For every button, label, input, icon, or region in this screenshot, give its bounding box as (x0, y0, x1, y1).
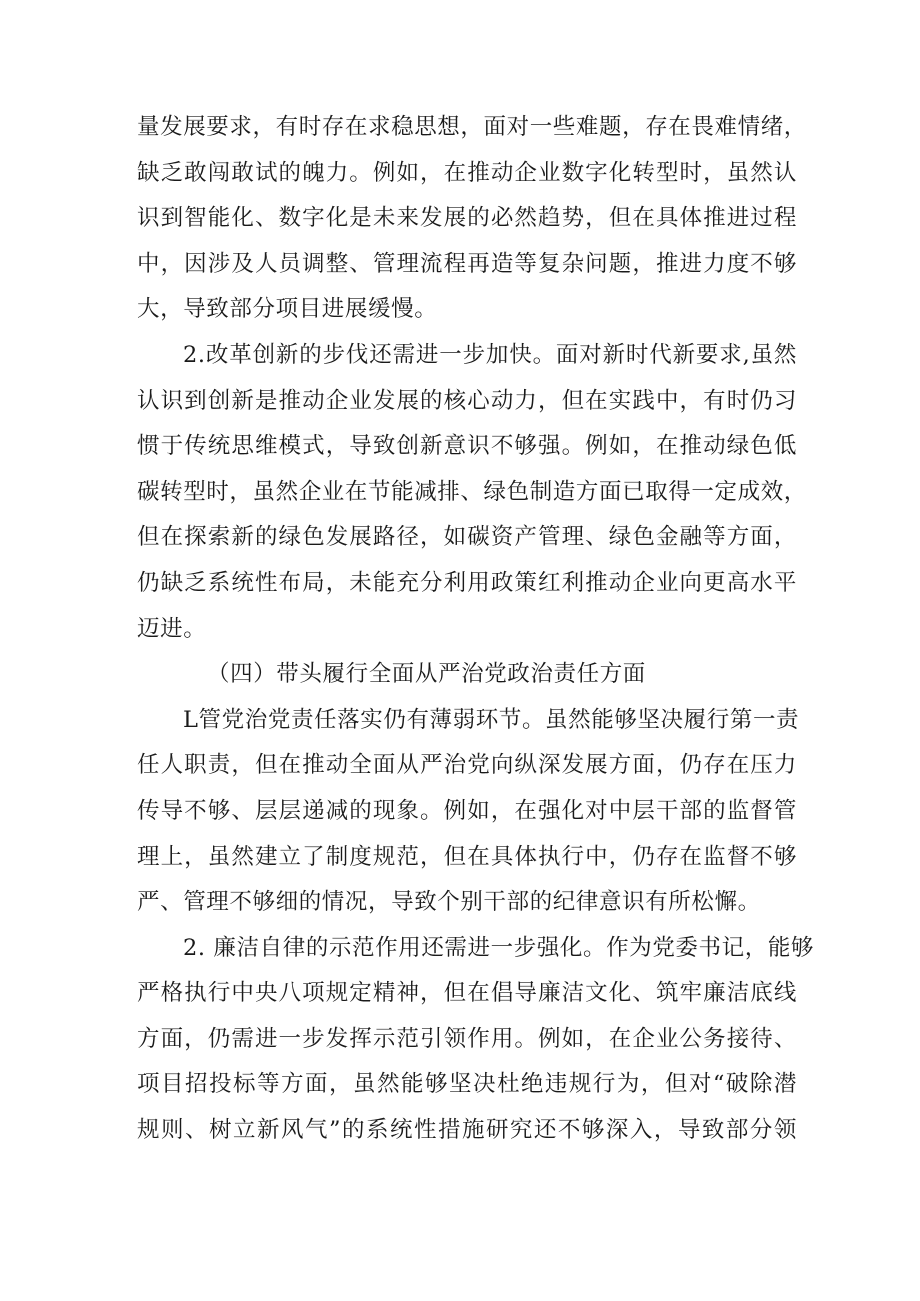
paragraph-line: 但在探索新的绿色发展路径，如碳资产管理、绿色金融等方面， (137, 524, 797, 551)
paragraph-line: 大，导致部分项目进展缓慢。 (137, 296, 438, 323)
paragraph-line: 碳转型时，虽然企业在节能减排、绿色制造方面已取得一定成效， (137, 478, 807, 505)
paragraph-line: 严、管理不够细的情况，导致个别干部的纪律意识有所松懈。 (137, 889, 761, 916)
paragraph-line: 仍缺乏系统性布局，未能充分利用政策红利推动企业向更高水平 (137, 569, 797, 596)
paragraph-line: 迈进。 (137, 615, 207, 642)
paragraph-line: 项目招投标等方面，虽然能够坚决杜绝违规行为，但对“破除潜 (137, 1071, 797, 1098)
paragraph-line: 识到智能化、数字化是未来发展的必然趋势，但在具体推进过程 (137, 205, 797, 232)
paragraph-line: 量发展要求，有时存在求稳思想，面对一些难题，存在畏难情绪， (137, 114, 807, 140)
paragraph-line: 中，因涉及人员调整、管理流程再造等复杂问题，推进力度不够 (137, 250, 797, 277)
paragraph-line: 惯于传统思维模式，导致创新意识不够强。例如，在推动绿色低 (137, 433, 797, 460)
paragraph-line: 规则、树立新风气”的系统性措施研究还不够深入，导致部分领 (137, 1117, 797, 1144)
paragraph-line: 认识到创新是推动企业发展的核心动力，但在实践中，有时仍习 (137, 387, 797, 414)
paragraph-line: 理上，虽然建立了制度规范，但在具体执行中，仍存在监督不够 (137, 843, 797, 870)
paragraph-line: 任人职责，但在推动全面从严治党向纵深发展方面，仍存在压力 (137, 752, 797, 779)
paragraph-line: 传导不够、层层递减的现象。例如，在强化对中层干部的监督管 (137, 797, 797, 824)
paragraph-first-line: L管党治党责任落实仍有薄弱环节。虽然能够坚决履行第一责 (183, 706, 800, 733)
paragraph-first-line: 2. 廉洁自律的示范作用还需进一步强化。作为党委书记，能够 (183, 934, 815, 961)
paragraph-line: 缺乏敢闯敢试的魄力。例如，在推动企业数字化转型时，虽然认 (137, 159, 797, 186)
paragraph-line: 严格执行中央八项规定精神，但在倡导廉洁文化、筑牢廉洁底线 (137, 980, 797, 1007)
document-body (137, 105, 815, 1154)
paragraph-first-line: 2.改革创新的步伐还需进一步加快。面对新时代新要求,虽然 (183, 341, 797, 368)
paragraph-line: 方面，仍需进一步发挥示范引领作用。例如，在企业公务接待、 (137, 1025, 797, 1052)
section-heading: （四）带头履行全面从严治党政治责任方面 (207, 661, 646, 688)
